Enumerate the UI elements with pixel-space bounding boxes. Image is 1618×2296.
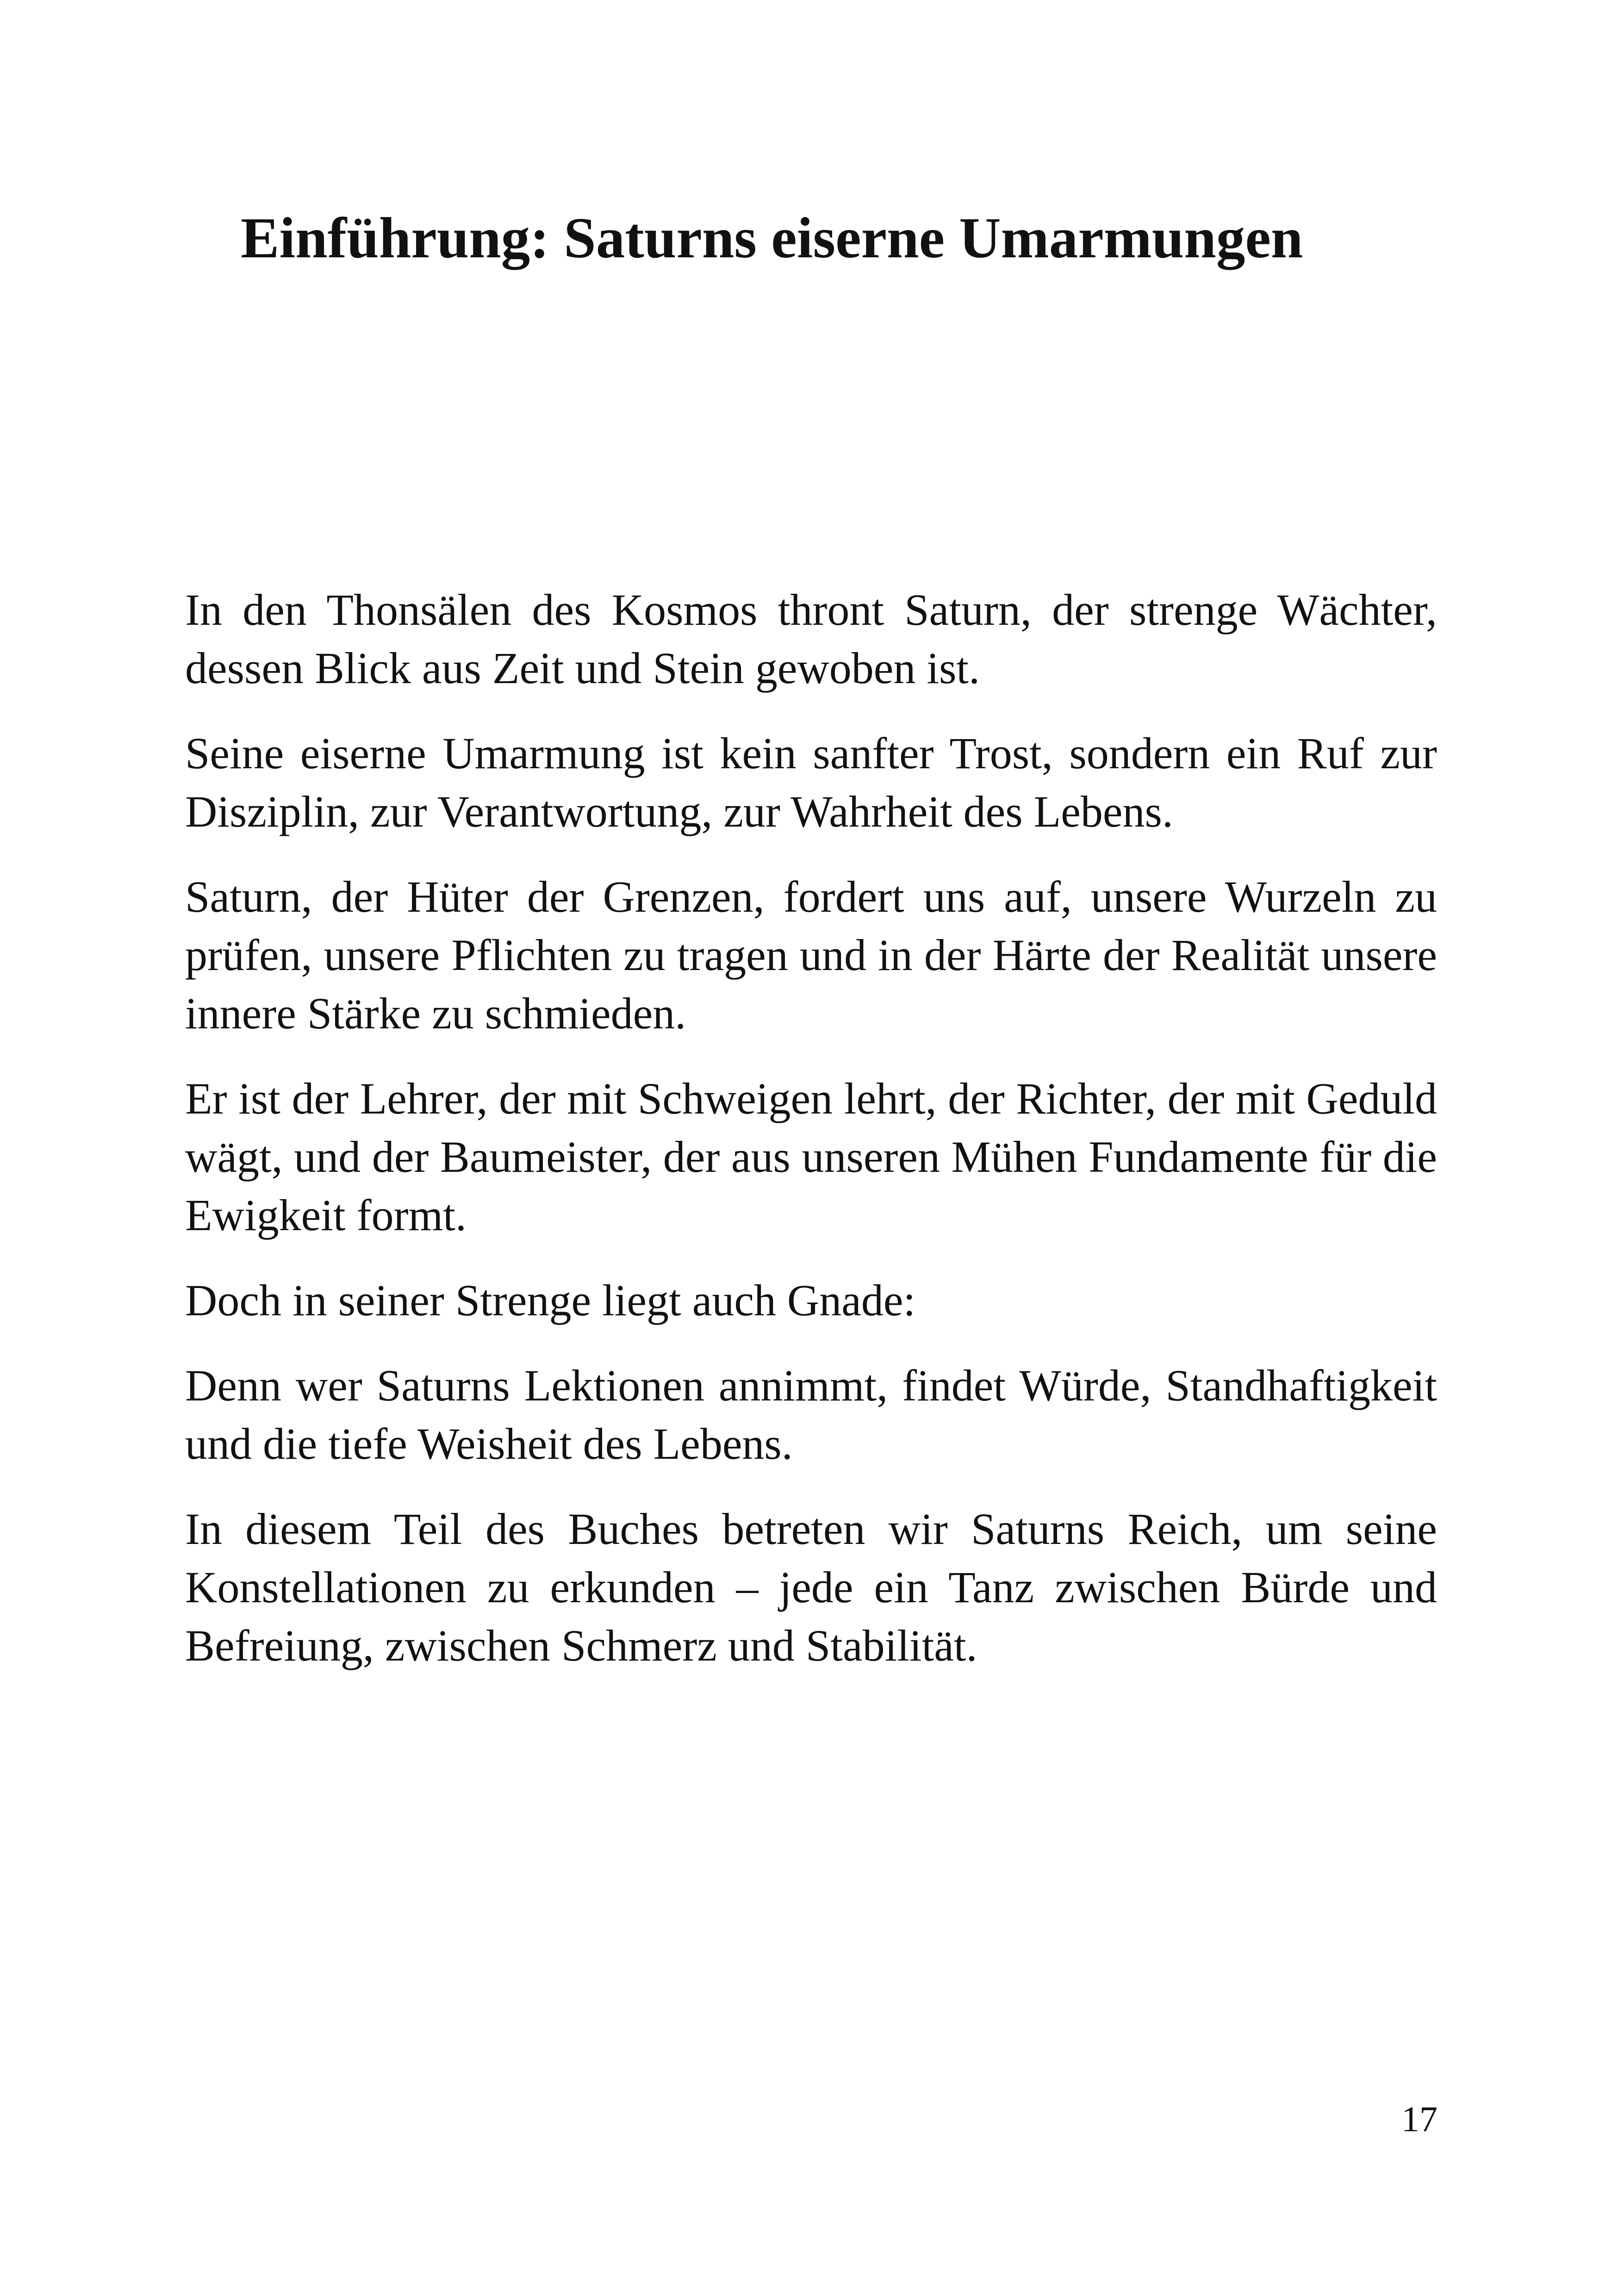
paragraph-3: Saturn, der Hüter der Grenzen, fordert uns auf, unsere Wurzeln zu prüfen, unsere Pflichten zu tragen und in der Härte der Realität unsere innere Stärke zu schmieden. — [185, 872, 1437, 1038]
paragraph-5: Doch in seiner Strenge liegt auch Gnade: — [185, 1276, 916, 1325]
chapter-title: Einführung: Saturns eiserne Umarmungen — [241, 206, 1303, 270]
paragraph-4: Er ist der Lehrer, der mit Schweigen lehrt, der Richter, der mit Geduld wägt, und der Baumeister, der aus unseren Mühen Fundamente für die Ewigkeit formt. — [185, 1074, 1437, 1240]
paragraph-7: In diesem Teil des Buches betreten wir Saturns Reich, um seine Konstellationen zu erkunden – jede ein Tanz zwischen Bürde und Befreiung, zwischen Schmerz und Stabilität. — [185, 1504, 1437, 1670]
body-text — [185, 581, 1437, 1702]
page-number: 17 — [1401, 2099, 1438, 2139]
paragraph-1: In den Thonsälen des Kosmos thront Saturn, der strenge Wächter, dessen Blick aus Zeit und Stein gewoben ist. — [185, 585, 1437, 693]
paragraph-2: Seine eiserne Umarmung ist kein sanfter Trost, sondern ein Ruf zur Disziplin, zur Verantwortung, zur Wahrheit des Lebens. — [185, 728, 1437, 836]
paragraph-6: Denn wer Saturns Lektionen annimmt, findet Würde, Standhaftigkeit und die tiefe Weisheit des Lebens. — [185, 1361, 1437, 1468]
